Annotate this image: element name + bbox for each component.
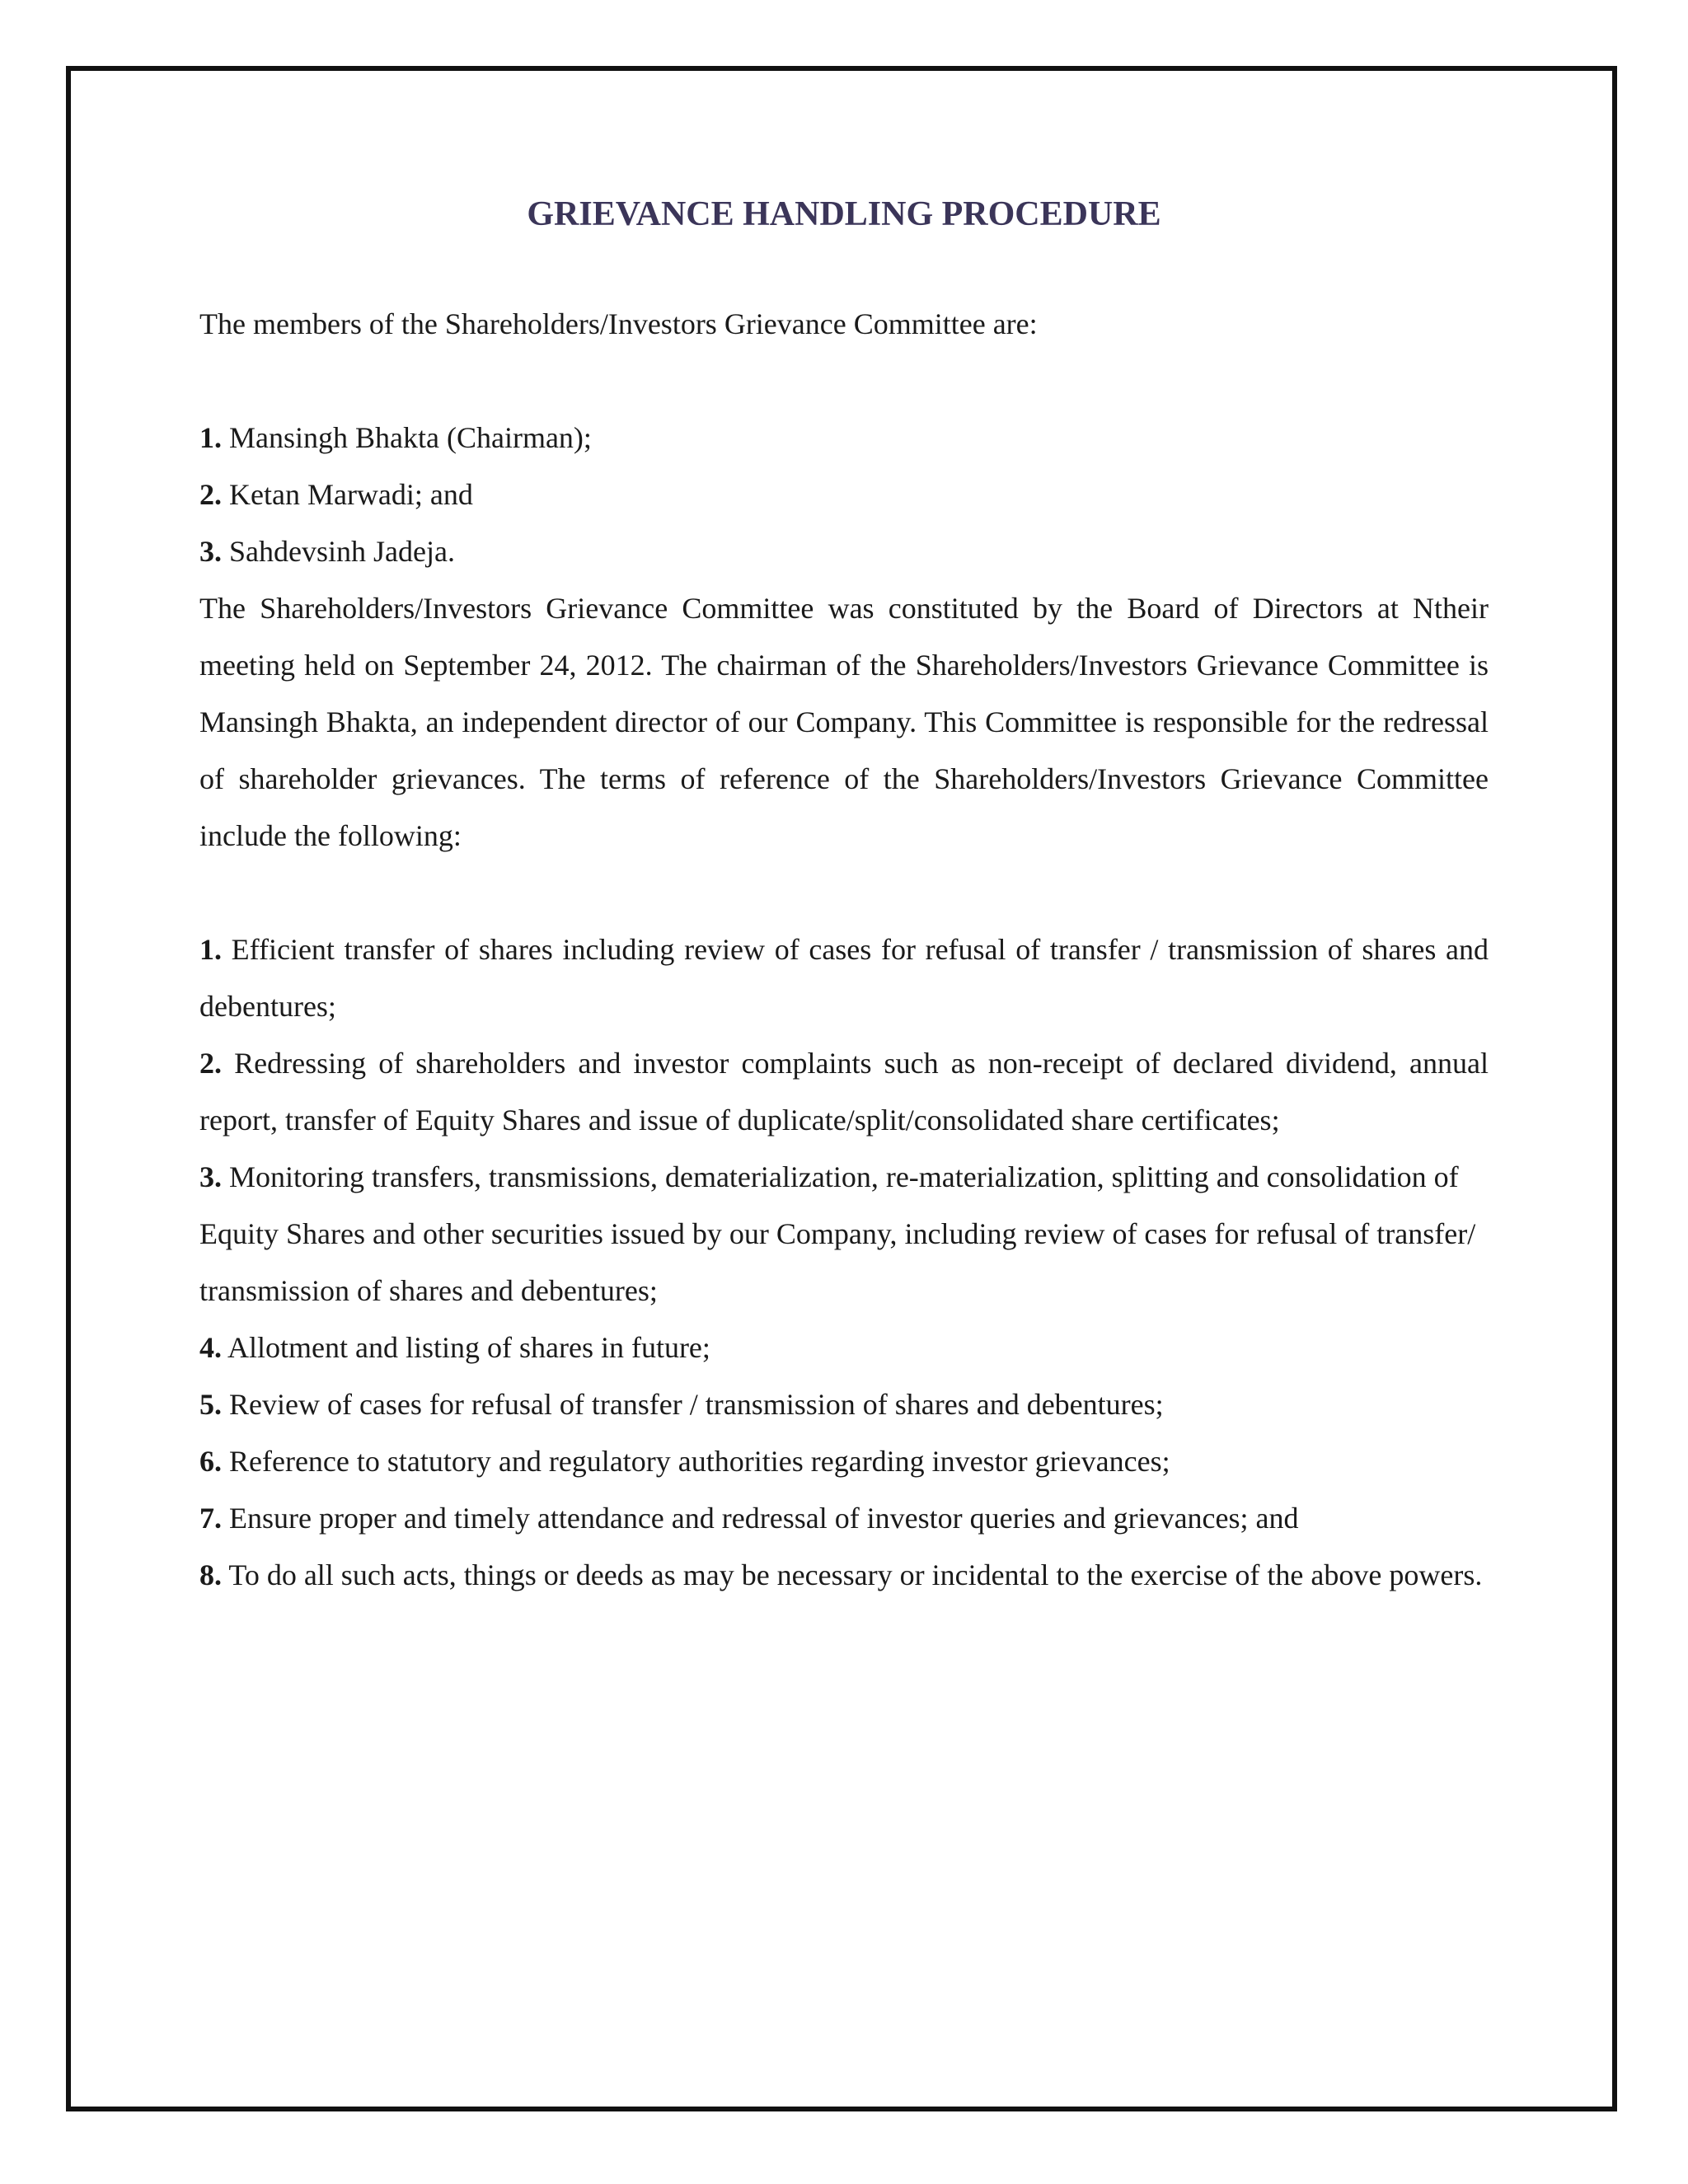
item-text: Monitoring transfers, transmissions, dematerialization, re-materialization, splitting and consolidation of Equity Shares and other securities issued by our Company, including review of cases for refusal of transfer/ transmission of shares and debentures; — [199, 1160, 1476, 1308]
item-number: 7. — [199, 1502, 222, 1535]
list-item — [199, 1319, 1489, 1376]
list-item — [199, 921, 1489, 1035]
list-item — [199, 1149, 1489, 1319]
document-body — [199, 194, 1489, 1604]
list-item — [199, 410, 1489, 466]
item-text: Ensure proper and timely attendance and redressal of investor queries and grievances; and — [222, 1502, 1299, 1535]
item-number: 4. — [199, 1331, 222, 1365]
intro-text: The members of the Shareholders/Investors Grievance Committee are: — [199, 307, 1038, 341]
spacer — [199, 865, 1489, 921]
constitution-paragraph: The Shareholders/Investors Grievance Committee was constituted by the Board of Directors at Ntheir meeting held on September 24, 2012. The chairman of the Shareholders/Investors Grievance Committee is Mansingh Bhakta, an independent director of our Company. This Committee is responsible for the redressal of shareholder grievances. The terms of reference of the Shareholders/Investors Grievance Committee include the following: — [199, 592, 1489, 853]
item-text: Review of cases for refusal of transfer / transmission of shares and debentures; — [222, 1388, 1164, 1422]
spacer — [199, 353, 1489, 410]
item-number: 1. — [199, 421, 222, 455]
item-text: To do all such acts, things or deeds as may be necessary or incidental to the exercise of the above powers. — [222, 1558, 1483, 1592]
page-title: GRIEVANCE HANDLING PROCEDURE — [527, 195, 1161, 233]
terms-list — [199, 921, 1489, 1604]
item-text: Allotment and listing of shares in future; — [222, 1331, 710, 1365]
item-number: 3. — [199, 1160, 222, 1194]
item-number: 3. — [199, 535, 222, 569]
item-number: 5. — [199, 1388, 222, 1422]
item-text: Redressing of shareholders and investor complaints such as non-receipt of declared dividend, annual report, transfer of Equity Shares and issue of duplicate/split/consolidated share certificates; — [199, 1047, 1489, 1137]
item-text: Reference to statutory and regulatory authorities regarding investor grievances; — [222, 1445, 1170, 1479]
item-text: Ketan Marwadi; and — [222, 478, 473, 512]
item-number: 8. — [199, 1558, 222, 1592]
item-number: 2. — [199, 1047, 222, 1080]
members-list — [199, 410, 1489, 580]
list-item — [199, 523, 1489, 580]
item-text: Sahdevsinh Jadeja. — [222, 535, 455, 569]
item-number: 2. — [199, 478, 222, 512]
list-item — [199, 1547, 1489, 1604]
item-text: Mansingh Bhakta (Chairman); — [222, 421, 592, 455]
list-item — [199, 466, 1489, 523]
list-item — [199, 1376, 1489, 1433]
list-item — [199, 1433, 1489, 1490]
item-number: 6. — [199, 1445, 222, 1479]
list-item — [199, 1490, 1489, 1547]
item-text: Efficient transfer of shares including review of cases for refusal of transfer / transmission of shares and debentures; — [199, 933, 1489, 1024]
list-item — [199, 1035, 1489, 1149]
item-number: 1. — [199, 933, 222, 967]
